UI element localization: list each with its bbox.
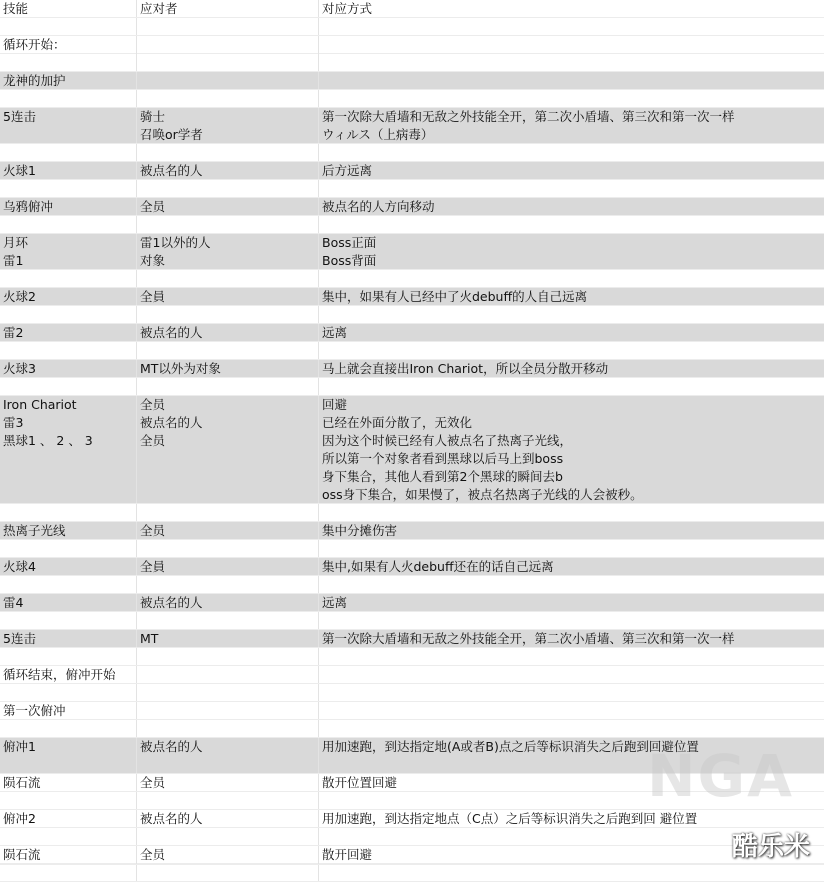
skill-cell[interactable] xyxy=(0,324,137,341)
method-cell[interactable] xyxy=(319,558,824,575)
cell-text-line: 第一次除大盾墙和无敌之外技能全开，第二次小盾墙、第三次和第一次一样 xyxy=(322,631,735,646)
cell-text-line: MT xyxy=(140,631,159,646)
cell-text-line: oss身下集合，如果慢了，被点名热离子光线的人会被秒。 xyxy=(322,487,643,502)
cell-text-line: 龙神的加护 xyxy=(3,73,66,88)
skill-cell[interactable] xyxy=(0,702,137,719)
grid-row xyxy=(0,828,824,846)
grid-cell xyxy=(0,18,137,35)
cell-text-line: 雷3 xyxy=(3,415,24,430)
skill-cell[interactable] xyxy=(0,360,137,377)
grid-cell xyxy=(0,792,137,809)
skill-cell[interactable] xyxy=(0,774,137,791)
cell-text-line: 雷1以外的人 xyxy=(140,235,211,250)
grid-cell xyxy=(137,180,319,197)
responder-cell[interactable] xyxy=(137,666,319,683)
cell-text-line: 雷1 xyxy=(3,253,24,268)
responder-cell[interactable] xyxy=(137,324,319,341)
grid-cell xyxy=(319,612,824,629)
grid-cell xyxy=(319,18,824,35)
responder-cell[interactable] xyxy=(137,702,319,719)
responder-cell[interactable] xyxy=(137,594,319,611)
grid-cell xyxy=(137,504,319,521)
skill-cell[interactable] xyxy=(0,36,137,71)
table-row xyxy=(0,738,824,774)
cell-text-line: 骑士 xyxy=(140,109,166,124)
grid-row xyxy=(0,180,824,198)
cell-text-line: 被点名的人 xyxy=(140,325,203,340)
table-row xyxy=(0,162,824,180)
cell-text-line: 第一次除大盾墙和无敌之外技能全开，第二次小盾墙、第三次和第一次一样 xyxy=(322,109,735,124)
skill-cell[interactable] xyxy=(0,630,137,647)
cell-text-line: 被点名的人方向移动 xyxy=(322,199,435,214)
grid-cell xyxy=(0,540,137,557)
method-cell[interactable] xyxy=(319,396,824,503)
cell-text-line: ウィルス（上病毒） xyxy=(322,127,434,142)
cell-text-line: 全员 xyxy=(140,775,166,790)
method-cell[interactable] xyxy=(319,810,824,827)
grid-row xyxy=(0,648,824,666)
skill-cell[interactable] xyxy=(0,666,137,683)
cell-text-line: MT以外为对象 xyxy=(140,361,221,376)
method-cell[interactable] xyxy=(319,288,824,305)
grid-row xyxy=(0,216,824,234)
header-row xyxy=(0,0,824,18)
grid-cell xyxy=(0,144,137,161)
cell-text-line: 热离子光线 xyxy=(3,523,66,538)
skill-cell[interactable] xyxy=(0,738,137,773)
responder-cell[interactable] xyxy=(137,738,319,773)
table-row xyxy=(0,72,824,90)
cell-text-line: 循环开始： xyxy=(3,37,66,52)
cell-text-line: 身下集合，其他人看到第2个黑球的瞬间去b xyxy=(322,469,563,484)
cell-text-line: 集中分摊伤害 xyxy=(322,523,398,538)
grid-cell xyxy=(137,792,319,809)
cell-text-line: 被点名的人 xyxy=(140,811,203,826)
grid-row xyxy=(0,306,824,324)
cell-text-line: 俯冲2 xyxy=(3,811,36,826)
cell-text-line: 集中，如果有人已经中了火debuff的人自己远离 xyxy=(322,289,588,304)
grid-cell xyxy=(137,18,319,35)
cell-text-line: 循环结束，俯冲开始 xyxy=(3,667,116,682)
cell-text-line: 雷2 xyxy=(3,325,24,340)
method-cell[interactable] xyxy=(319,324,824,341)
responder-cell[interactable] xyxy=(137,396,319,503)
cell-text-line: 全员 xyxy=(140,433,166,448)
cell-text-line: 对象 xyxy=(140,253,166,268)
responder-cell[interactable] xyxy=(137,810,319,827)
grid-cell xyxy=(0,180,137,197)
grid-cell xyxy=(0,828,137,845)
grid-row xyxy=(0,576,824,594)
skill-cell[interactable] xyxy=(0,234,137,269)
grid-cell xyxy=(0,270,137,287)
table-row xyxy=(0,396,824,504)
grid-cell xyxy=(137,306,319,323)
cell-text-line: 火球4 xyxy=(3,559,36,574)
table-row xyxy=(0,288,824,306)
grid-cell xyxy=(319,540,824,557)
cell-text-line: 远离 xyxy=(322,595,348,610)
responder-cell[interactable] xyxy=(137,234,319,269)
grid-cell xyxy=(319,828,824,845)
cell-text-line: 全员 xyxy=(140,199,166,214)
cell-text-line: 全员 xyxy=(140,847,166,862)
grid-cell xyxy=(319,216,824,233)
cell-text-line: 散开位置回避 xyxy=(322,775,398,790)
cell-text-line: 陨石流 xyxy=(3,847,41,862)
table-row xyxy=(0,360,824,378)
method-cell[interactable] xyxy=(319,522,824,539)
table-row xyxy=(0,810,824,828)
table-row xyxy=(0,522,824,540)
responder-cell[interactable] xyxy=(137,72,319,89)
responder-cell[interactable] xyxy=(137,36,319,71)
grid-cell xyxy=(137,270,319,287)
method-cell[interactable] xyxy=(319,360,824,377)
header-responder[interactable]: 应对者 xyxy=(137,0,319,17)
grid-cell xyxy=(0,612,137,629)
skill-cell[interactable] xyxy=(0,846,137,864)
grid-row xyxy=(0,270,824,288)
cell-text-line: 马上就会直接出Iron Chariot，所以全员分散开移动 xyxy=(322,361,609,376)
cell-text-line: 被点名的人 xyxy=(140,163,203,178)
cell-text-line: 火球2 xyxy=(3,289,36,304)
method-cell[interactable] xyxy=(319,234,824,269)
grid-cell xyxy=(319,90,824,107)
cell-text-line: 全員 xyxy=(140,289,166,304)
cell-text-line: 用加速跑，到达指定地点（C点）之后等标识消失之后跑到回 避位置 xyxy=(322,811,698,826)
grid-cell xyxy=(319,306,824,323)
cell-text-line: 被点名的人 xyxy=(140,415,203,430)
nga-watermark: NGA xyxy=(646,742,794,810)
cell-text-line: Boss背面 xyxy=(322,253,377,268)
table-row xyxy=(0,36,824,72)
responder-cell[interactable] xyxy=(137,108,319,143)
grid-cell xyxy=(137,864,319,881)
grid-cell xyxy=(137,684,319,701)
responder-cell[interactable] xyxy=(137,558,319,575)
grid-cell xyxy=(137,144,319,161)
method-cell[interactable] xyxy=(319,36,824,71)
table-row xyxy=(0,558,824,576)
method-cell[interactable] xyxy=(319,738,824,773)
grid-cell xyxy=(319,864,824,881)
grid-cell xyxy=(0,576,137,593)
grid-cell xyxy=(319,504,824,521)
cell-text-line: 火球3 xyxy=(3,361,36,376)
skill-cell[interactable] xyxy=(0,522,137,539)
grid-cell xyxy=(0,648,137,665)
grid-cell xyxy=(319,378,824,395)
grid-cell xyxy=(319,342,824,359)
grid-cell xyxy=(0,90,137,107)
cell-text-line: 5连击 xyxy=(3,631,36,646)
cell-text-line: 5连击 xyxy=(3,109,36,124)
cell-text-line: 被点名的人 xyxy=(140,739,203,754)
grid-cell xyxy=(137,612,319,629)
grid-cell xyxy=(137,378,319,395)
grid-cell xyxy=(0,684,137,701)
grid-cell xyxy=(137,828,319,845)
responder-cell[interactable] xyxy=(137,288,319,305)
table-row xyxy=(0,594,824,612)
responder-cell[interactable] xyxy=(137,522,319,539)
grid-row xyxy=(0,90,824,108)
cell-text-line: 被点名的人 xyxy=(140,595,203,610)
skill-cell[interactable] xyxy=(0,162,137,179)
skill-cell[interactable] xyxy=(0,396,137,503)
cell-text-line: 因为这个时候已经有人被点名了热离子光线， xyxy=(322,433,573,448)
cell-text-line: 全員 xyxy=(140,559,166,574)
cell-text-line: 集中,如果有人火debuff还在的话自己远离 xyxy=(322,559,554,574)
method-cell[interactable] xyxy=(319,594,824,611)
grid-cell xyxy=(0,720,137,737)
grid-cell xyxy=(319,792,824,809)
method-cell[interactable] xyxy=(319,774,824,791)
table-row xyxy=(0,630,824,648)
cell-text-line: 第一次俯冲 xyxy=(3,703,66,718)
table-row xyxy=(0,846,824,865)
skill-cell[interactable] xyxy=(0,198,137,215)
skill-cell[interactable] xyxy=(0,558,137,575)
skill-cell[interactable] xyxy=(0,594,137,611)
grid-row xyxy=(0,18,824,36)
cell-text-line: 陨石流 xyxy=(3,775,41,790)
grid-row xyxy=(0,864,824,882)
responder-cell[interactable] xyxy=(137,774,319,791)
grid-row xyxy=(0,684,824,702)
grid-cell xyxy=(0,216,137,233)
grid-row xyxy=(0,792,824,810)
method-cell[interactable] xyxy=(319,666,824,683)
cell-text-line: Iron Chariot xyxy=(3,397,77,412)
method-cell[interactable] xyxy=(319,702,824,719)
method-cell[interactable] xyxy=(319,108,824,143)
grid-cell xyxy=(0,504,137,521)
table-row xyxy=(0,234,824,270)
site-watermark: 酷乐米 xyxy=(731,832,810,862)
cell-text-line: 远离 xyxy=(322,325,348,340)
skill-cell[interactable] xyxy=(0,108,137,143)
grid-row xyxy=(0,540,824,558)
grid-row xyxy=(0,342,824,360)
method-cell[interactable] xyxy=(319,72,824,89)
cell-text-line: 月环 xyxy=(3,235,29,250)
grid-cell xyxy=(137,216,319,233)
skill-cell[interactable] xyxy=(0,72,137,89)
table-row xyxy=(0,774,824,792)
grid-cell xyxy=(137,540,319,557)
cell-text-line: 火球1 xyxy=(3,163,36,178)
grid-cell xyxy=(319,684,824,701)
table-row xyxy=(0,666,824,684)
grid-cell xyxy=(0,864,137,881)
cell-text-line: 所以第一个对象者看到黑球以后马上到boss xyxy=(322,451,564,466)
skill-cell[interactable] xyxy=(0,288,137,305)
cell-text-line: 已经在外面分散了，无效化 xyxy=(322,415,473,430)
method-cell[interactable] xyxy=(319,846,824,864)
method-cell[interactable] xyxy=(319,162,824,179)
grid-cell xyxy=(0,378,137,395)
grid-cell xyxy=(0,306,137,323)
grid-cell xyxy=(319,270,824,287)
responder-cell[interactable] xyxy=(137,198,319,215)
cell-text-line: 全员 xyxy=(140,397,166,412)
grid-row xyxy=(0,144,824,162)
method-cell[interactable] xyxy=(319,198,824,215)
cell-text-line: 雷4 xyxy=(3,595,24,610)
cell-text-line: 黑球1 、 2 、 3 xyxy=(3,433,93,448)
grid-cell xyxy=(319,648,824,665)
cell-text-line: 回避 xyxy=(322,397,348,412)
grid-cell xyxy=(137,576,319,593)
method-cell[interactable] xyxy=(319,630,824,647)
cell-text-line: 全员 xyxy=(140,523,166,538)
cell-text-line: Boss正面 xyxy=(322,235,377,250)
grid-cell xyxy=(137,90,319,107)
cell-text-line: 俯冲1 xyxy=(3,739,36,754)
cell-text-line: 散开回避 xyxy=(322,847,373,862)
grid-row xyxy=(0,612,824,630)
responder-cell[interactable] xyxy=(137,846,319,864)
skill-cell[interactable] xyxy=(0,810,137,827)
grid-cell xyxy=(137,720,319,737)
responder-cell[interactable] xyxy=(137,630,319,647)
header-method[interactable]: 对应方式 xyxy=(322,1,373,16)
grid-cell xyxy=(319,576,824,593)
grid-row xyxy=(0,720,824,738)
responder-cell[interactable] xyxy=(137,360,319,377)
table-row xyxy=(0,198,824,216)
grid-row xyxy=(0,504,824,522)
grid-cell xyxy=(137,648,319,665)
grid-cell xyxy=(0,342,137,359)
grid-cell xyxy=(319,180,824,197)
cell-text-line: 后方远离 xyxy=(322,163,373,178)
table-row xyxy=(0,324,824,342)
grid-cell xyxy=(137,342,319,359)
table-row xyxy=(0,108,824,144)
cell-text-line: 用加速跑，到达指定地(A或者B)点之后等标识消失之后跑到回避位置 xyxy=(322,739,699,754)
grid-cell xyxy=(319,720,824,737)
cell-text-line: 乌鸦俯冲 xyxy=(3,199,54,214)
table-row xyxy=(0,702,824,720)
grid-cell xyxy=(319,144,824,161)
cell-text-line: 召唤or学者 xyxy=(140,127,203,142)
responder-cell[interactable] xyxy=(137,162,319,179)
grid-row xyxy=(0,378,824,396)
header-skill[interactable]: 技能 xyxy=(0,0,137,17)
